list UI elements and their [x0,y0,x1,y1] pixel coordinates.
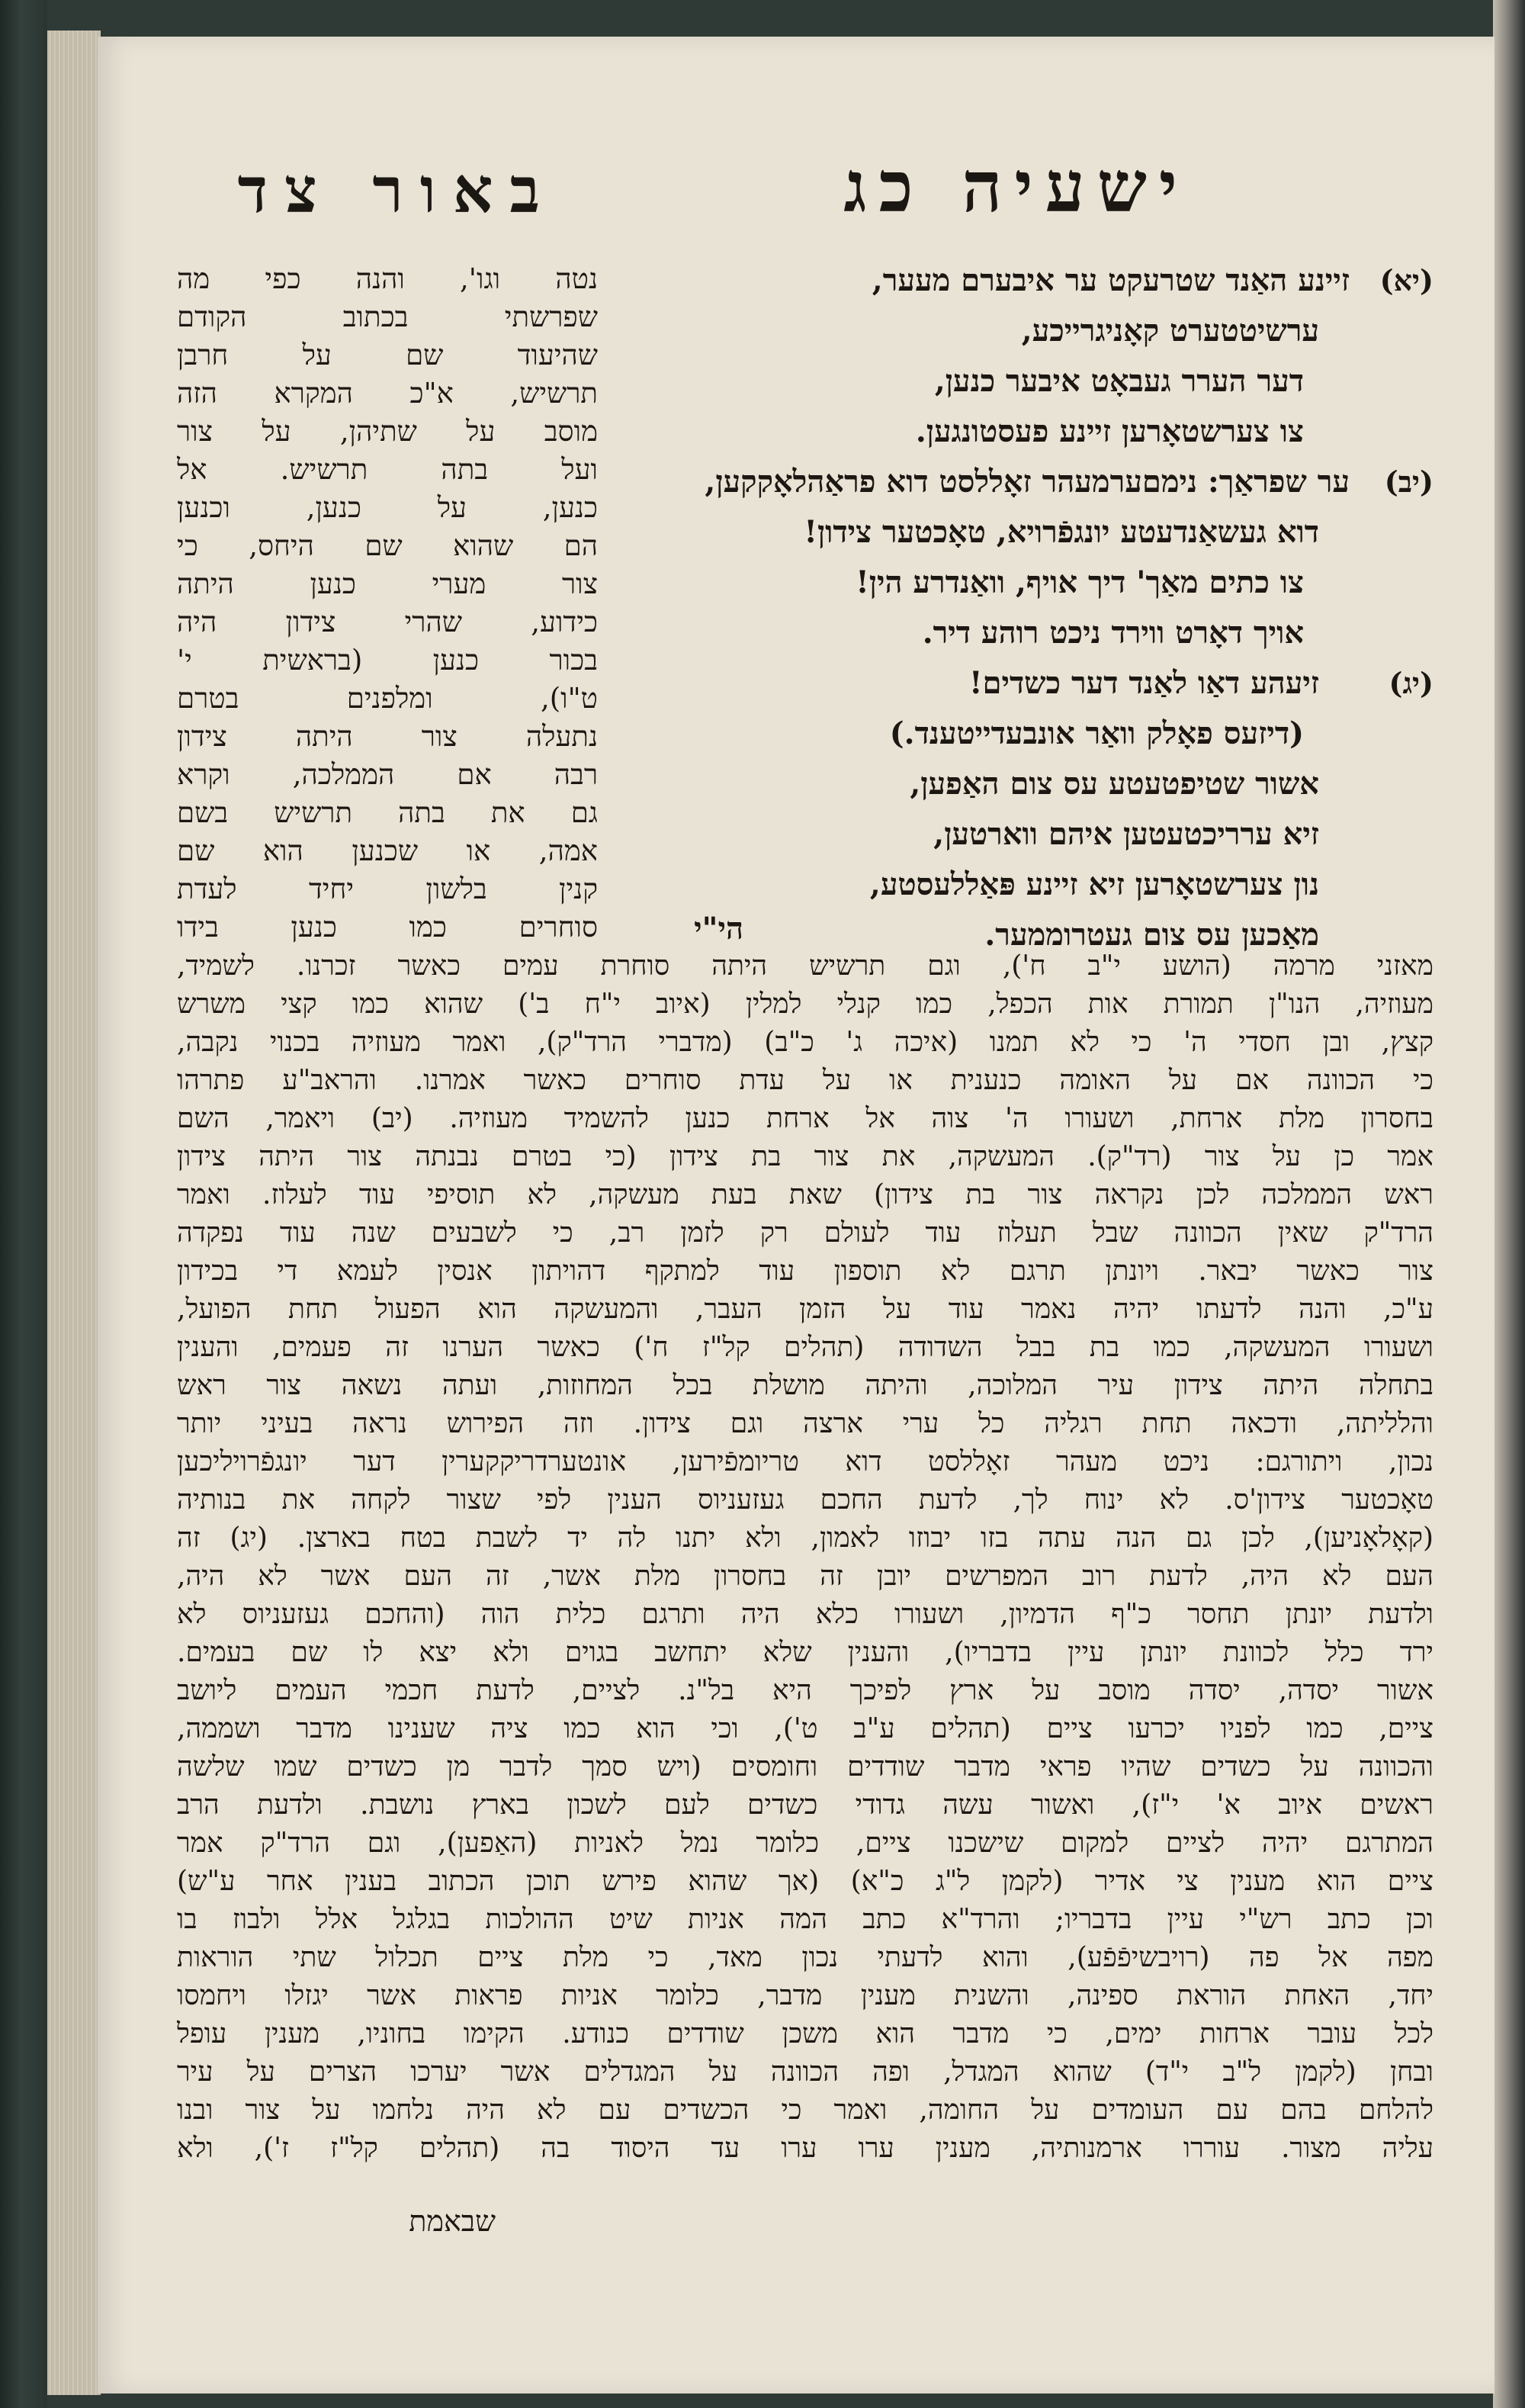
commentary-line: ראש הממלכה לכן נקראה צור בת צידון) שאת בעת מעשקה, לא תוסיפי עוד לעלוז. ואמר [177,1179,1434,1210]
commentary-line: כי הכוונה אם על האומה כנענית או על עדת סוחרים כאשר אמרנו. והראב"ע פתרהו [177,1065,1434,1096]
commentary-line: נטה וגו', והנה כפי מה [177,262,598,295]
commentary-line: אשור יסדה, יסדה מוסב על ארץ לפיכך היא בל"נ. לציים, לדעת חכמי העמים ליושב [177,1675,1434,1706]
verse-line: מאַכען עס צום געטרוממער. [984,917,1319,953]
commentary-line: גם את בתה תרשיש בשם [177,796,598,829]
commentary-line: שהיעוד שם על חרבן [177,339,598,371]
commentary-line: בתחלה היתה צידון עיר המלוכה, והיתה מושלת בכל המחוזות, ועתה נשאה צור ראש [177,1370,1434,1401]
commentary-line: נתעלה צור היתה צידון [177,720,598,753]
commentary-line: אמר כן על צור (רד"ק). המעשקה, את צור בת צידון (כי בטרם נבנתה צור היתה צידון [177,1141,1434,1172]
commentary-line: מפה אל פה (רויבשיפֿפֿע), והוא לדעתי נכון מאד, כי מלת ציים תכלול שתי הוראות [177,1942,1434,1973]
commentary-line: קנין בלשון יחיד לעדת [177,873,598,905]
commentary-line: מעוזיה, הנו"ן תמורת אות הכפל, כמו קנלי למלין (איוב י"ח ב') שהוא כמו קצי משרש [177,989,1434,1020]
book-cover-left [0,0,47,2408]
commentary-line: מאזני מרמה (הושע י"ב ח'), וגם תרשיש היתה סוחרת עמים כאשר זכרנו. לשמיד, [177,950,1434,982]
commentary-line: וכן כתב רש"י עיין בדבריו; והרד"א כתב המה אניות שיט ההולכות בגלגל אלל ולבוז בו [177,1904,1434,1935]
commentary-line: אמה, או שכנען הוא שם [177,834,598,867]
commentary-line: ועל בתה תרשיש. אל [177,453,598,486]
commentary-line: להלחם בהם עם העומדים על החומה, ואמר כי הכשדים עם לא היה נלחמו על צור ובנו [177,2095,1434,2126]
verse-line: דער הערר געבאָט איבער כנען, [934,363,1304,399]
commentary-line: עליה מצור. עוררו ארמנותיה, מענין ערו ערו עד היסוד בה (תהלים קל"ז ז'), ולא [177,2133,1434,2164]
verse-number: (יג) [1389,666,1434,700]
commentary-line: הם שהוא שם היחס, כי [177,529,598,562]
yiddish-verses [625,256,1434,961]
page-edges [47,31,101,2395]
narrow-commentary-column [177,256,598,942]
page-title: ישעיה כג [843,146,1190,228]
commentary-line: בחסרון מלת ארחת, ושעורו ה' צוה אל ארחת כנען להשמיד מעוזיה. (יב) ויאמר, השם [177,1103,1434,1134]
commentary-line: צור כאשר יבאר. ויונתן תרגם לא תוספון עוד למתקף דהויתון אנסין לעמא די בכידון [177,1255,1434,1287]
commentary-line: רבה אם הממלכה, וקרא [177,758,598,791]
commentary-line: והכוונה על כשדים שהיו פראי מדבר שודדים וחומסים (ויש סמך לדבר מן כשדים שמו שלשה [177,1751,1434,1783]
commentary-line: הרד"ק שאין הכוונה שבל תעלוז עוד לעולם רק לזמן רב, כי לשבעים שנה עוד נפקדה [177,1217,1434,1249]
commentary-title: באור צד [237,154,557,227]
commentary-line: נכון, ויתורגם: ניכט מעהר זאָללסט דוא טריומפֿירען, אונטערדריקקערין דער יונגפֿרויליכען [177,1446,1434,1477]
commentary-line: יחד, האחת הוראת ספינה, והשנית מענין מדבר, כלומר אניות פראות אשר יגזלו ויחמסו [177,1980,1434,2011]
commentary-line: ושעורו המעשקה, כמו בת בבל השדודה (תהלים קל"ז ח') כאשר הערנו זה פעמים, והענין [177,1332,1434,1363]
verse-line: ער שפראַך: נימםערמעהר זאָללסט דוא פראַהלאָקקען, [705,464,1350,500]
commentary-line: סוחרים כמו כנען בידו [177,911,598,944]
commentary-line: לכל עובר ארחות ימים, כי מדבר הוא משכן שודדים כנודע. הקימו בחוניו, מענין עופל [177,2018,1434,2050]
verse-line: אויך דאָרט ווירד ניכט רוהע דיר. [922,615,1304,651]
verse-line: צו צערשטאָרען זיינע פעסטונגען. [915,413,1304,449]
verse-line: זיינע האַנד שטרעקט ער איבערם מעער, [872,262,1350,298]
commentary-line: תרשיש, א"כ המקרא הזה [177,377,598,410]
commentary-line: קצץ, ובן חסדי ה' כי לא תמנו (איכה ג' כ"ב) (מדברי הרד"ק), ואמר מעוזיה בכנוי נקבה, [177,1027,1434,1058]
commentary-line: ט"ו), ומלפנים בטרם [177,682,598,715]
commentary-line: מוסב על שתיהן, על צור [177,415,598,448]
verse-line: נון צערשטאָרען זיא זיינע פּאַללעסטע, [869,866,1319,902]
commentary-line: כידוע, שהרי צידון היה [177,606,598,638]
commentary-line: ולדעת יונתן תחסר כ"ף הדמיון, ושעורו כלא היה ותרגם כלית הוה (והחכם געזעניוס לא [177,1599,1434,1630]
commentary-line: (קאָלאָניען), לכן גם הנה עתה בזו יבוזו לאמון, ולא יתנו לה יד לשבת בטח בארצן. (יג) זה [177,1522,1434,1554]
verse-line: אשור שטיפטעטע עס צום האַפען, [910,766,1319,802]
commentary-line: ובחן (לקמן ל"ב י"ד) שהוא המגדל, ופה הכוונה על המגדלים אשר יערכו הצרים על עיר [177,2056,1434,2088]
verse-line: (דיזעס פאָלק וואַר אונבעדייטענד.) [889,715,1304,751]
verse-number: (יב) [1384,465,1434,499]
commentary-line: צור מערי כנען היתה [177,567,598,600]
commentary-line: ציים, כמו לפניו יכרעו ציים (תהלים ע"ב ט'), וכי הוא כמו ציה שענינו מדבר ושממה, [177,1713,1434,1744]
commentary-line: המתרגם יהיה לציים למקום שישכנו ציים, כלומר נמל לאניות (האַפען), וגם הרד"ק אמר [177,1828,1434,1859]
verse-line: דוא געשאַנדעטע יונגפֿרויא, טאָכטער צידון! [804,514,1319,550]
section-mark: הי"י [694,911,743,947]
commentary-line: ציים הוא מענין צי אדיר (לקמן ל"ג כ"א) (אך שהוא פירש תוכן הכתוב בענין אחר ע"ש) [177,1866,1434,1897]
verse-line: זיעהע דאַו לאַנד דער כשדים! [968,665,1319,701]
commentary-line: ע"כ, והנה לדעתו יהיה נאמר עוד על הזמן העבר, והמעשקה הוא הפעול תחת הפועל, [177,1294,1434,1325]
commentary-line: העם לא היה, לדעת רוב המפרשים יובן זה בחסרון מלת אשר, זה העם אשר לא היה, [177,1561,1434,1592]
commentary-line: והלליתה, ודכאה תחת רגליה כל ערי ארצה וגם צידון. וזה הפירוש נראה בעיני יותר [177,1408,1434,1439]
commentary-line: שפרשתי בכתוב הקודם [177,301,598,333]
verse-number: (יא) [1379,263,1434,297]
full-width-commentary [177,944,1434,2241]
commentary-line: טאָכטער צידון'ס. לא ינוח לך, לדעת החכם געזעניוס הענין לפי שצור לקחה את בנותיה [177,1484,1434,1516]
verse-line: ערשיטטערט קאָניגרייכע, [1021,313,1319,349]
catchword: שבאמת [409,2204,496,2238]
commentary-line: כנען, על כנען, וכנען [177,491,598,524]
commentary-line: ירד כלל לכוונת יונתן עיין בדבריו), והענין שלא יתחשב בגוים ולא יצא לו שם בעמים. [177,1637,1434,1668]
commentary-line: בכור כנען (בראשית י' [177,644,598,677]
commentary-line: ראשים איוב א' י"ז), ואשור עשה גדודי כשדים לעם לשכון בארץ נושבת. ולדעת הרב [177,1789,1434,1821]
verse-line: זיא ערריכטעטען איהם ווארטען, [933,816,1319,852]
book-cover-right [1493,0,1525,2408]
verse-line: צו כתים מאַך' דיך אויף, וואַנדרע הין! [856,564,1304,600]
